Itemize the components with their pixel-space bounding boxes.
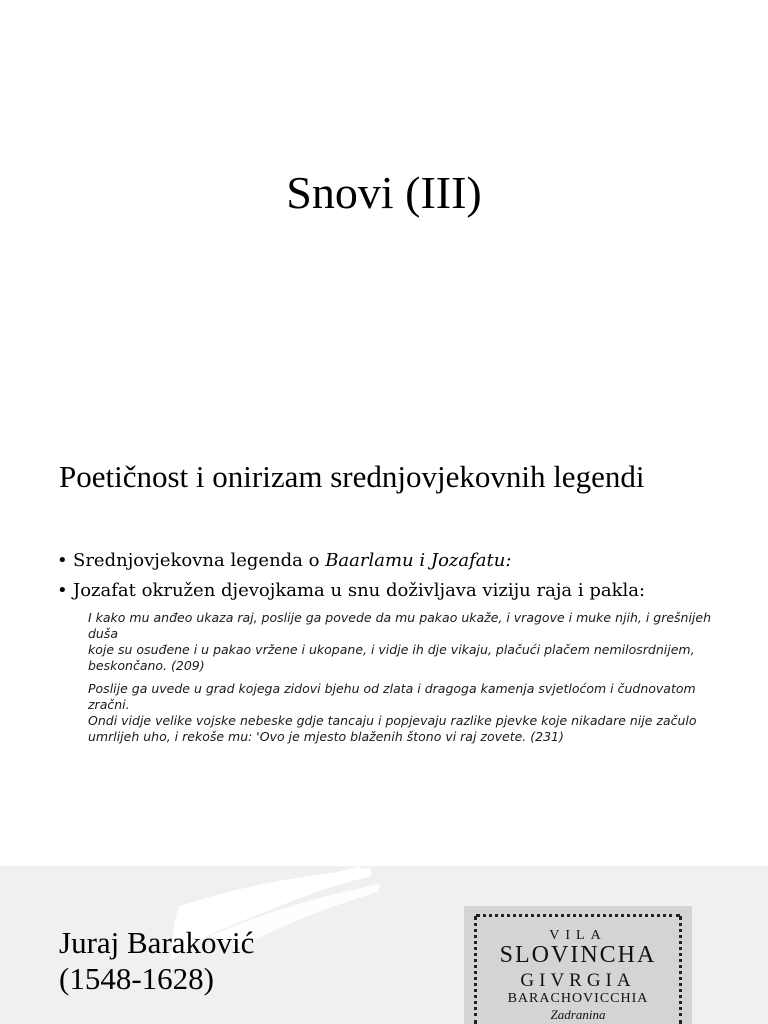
quote-block: I kako mu anđeo ukaza raj, poslije ga povede da mu pakao ukaže, i vragove i muke njih, i grešnijeh duša koje su osuđene i u pakao vržene i ukopane, i vidje ih dje vikaju, plačući plačem nemilosrdnijem, beskončano. (209): [88, 610, 712, 673]
cover-text: GIVRGIA: [520, 970, 636, 991]
quote-block: Poslije ga uvede u grad kojega zidovi bjehu od zlata i dragoga kamenja svjetloćom i čudnovatom zračni. Ondi vidje velike vojske nebeske gdje tancaju i popjevaju razlike pjevke koje nikadare nije začulo umrlijeh uho, i rekoše mu: 'Ovo je mjesto blaženih štono vi raj zovete. (231): [88, 681, 697, 744]
bullet-emphasis: Baarlamu i Jozafatu:: [325, 550, 512, 571]
section-heading: Poetičnost i onirizam srednjovjekovnih legendi: [59, 459, 645, 494]
cover-text: Zadranina: [550, 1007, 606, 1022]
ornament-border: [476, 914, 680, 929]
bullet-item: [57, 578, 747, 604]
cover-text: SLOVINCHA: [499, 942, 657, 968]
cover-text: VILA: [549, 928, 607, 943]
book-cover-image: [464, 906, 692, 1024]
author-years: (1548-1628): [59, 961, 214, 996]
author-name-block: [59, 925, 254, 997]
slide-title: Snovi (III): [286, 167, 482, 218]
author-name: Juraj Baraković: [59, 925, 255, 960]
bullet-glyph: •: [57, 580, 68, 601]
bullet-item: [57, 548, 747, 574]
bullet-text: Jozafat okružen djevojkama u snu doživljava viziju raja i pakla:: [73, 580, 646, 601]
bullet-list: [57, 548, 747, 608]
bullet-text: Srednjovjekovna legenda o: [73, 550, 326, 571]
cover-text: BARACHOVICCHIA: [507, 991, 649, 1006]
bullet-glyph: •: [57, 550, 68, 571]
